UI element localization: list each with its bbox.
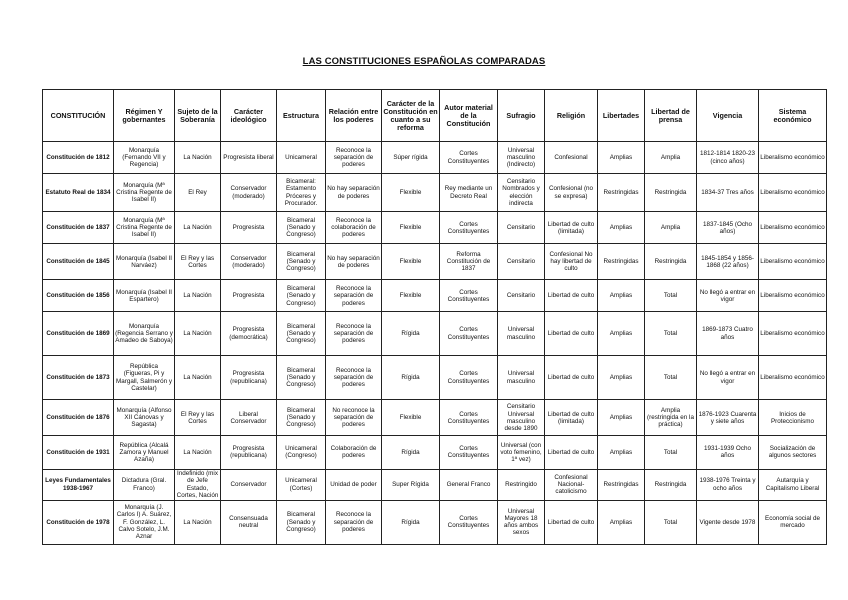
table-cell: Censitario — [498, 280, 545, 312]
table-cell: Monarquía (J. Carlos I) A. Suárez, F. González, L. Calvo Sotelo, J.M. Aznar — [114, 500, 175, 545]
table-cell: El Rey y las Cortes — [175, 400, 221, 436]
table-cell: General Franco — [440, 469, 498, 500]
table-cell: Amplias — [598, 280, 645, 312]
table-cell: República (Figueras, Pi y Margall, Salmerón y Castelar) — [114, 355, 175, 399]
constitutions-table — [42, 89, 827, 545]
table-cell: Progresista (republicana) — [221, 436, 277, 469]
table-cell: El Rey y las Cortes — [175, 244, 221, 280]
table-cell: Liberalismo económico — [759, 174, 827, 212]
table-cell: Confesional No hay libertad de culto — [545, 244, 598, 280]
table-cell: Rígida — [382, 355, 440, 399]
table-cell: Cortes Constituyentes — [440, 500, 498, 545]
table-cell: Total — [645, 436, 697, 469]
table-row — [43, 142, 827, 174]
table-cell: Constitución de 1873 — [43, 355, 114, 399]
table-cell: Liberalismo económico — [759, 312, 827, 355]
table-cell: La Nación — [175, 312, 221, 355]
table-cell: 1938-1976 Treinta y ocho años — [697, 469, 759, 500]
column-header: Sistema económico — [759, 90, 827, 142]
table-cell: Restringidas — [598, 469, 645, 500]
table-cell: Constitución de 1869 — [43, 312, 114, 355]
table-cell: Colaboración de poderes — [326, 436, 382, 469]
table-cell: Monarquía (Regencia Serrano y Amadeo de Saboya) — [114, 312, 175, 355]
table-cell: 1869-1873 Cuatro años — [697, 312, 759, 355]
table-cell: Dictadura (Gral. Franco) — [114, 469, 175, 500]
table-cell: Conservador (moderado) — [221, 174, 277, 212]
table-cell: Bicameral (Senado y Congreso) — [277, 355, 326, 399]
table-cell: Bicameral (Senado y Congreso) — [277, 244, 326, 280]
table-cell: La Nación — [175, 355, 221, 399]
table-cell: 1812-1814 1820-23 (cinco años) — [697, 142, 759, 174]
table-cell: Cortes Constituyentes — [440, 436, 498, 469]
table-cell: No reconoce la separación de poderes — [326, 400, 382, 436]
table-cell: Restringida — [645, 244, 697, 280]
column-header: Libertad de prensa — [645, 90, 697, 142]
table-cell: Bicameral (Senado y Congreso) — [277, 212, 326, 244]
table-cell: Amplias — [598, 355, 645, 399]
table-cell: Cortes Constituyentes — [440, 355, 498, 399]
table-cell: Constitución de 1837 — [43, 212, 114, 244]
table-cell: Censitario Nombrados y elección indirecta — [498, 174, 545, 212]
table-cell: La Nación — [175, 500, 221, 545]
table-cell: Amplias — [598, 500, 645, 545]
table-cell: Censitario — [498, 212, 545, 244]
table-cell: Constitución de 1978 — [43, 500, 114, 545]
column-header: Estructura — [277, 90, 326, 142]
table-cell: Reforma Constitución de 1837 — [440, 244, 498, 280]
table-cell: Progresista (democrática) — [221, 312, 277, 355]
table-cell: La Nación — [175, 142, 221, 174]
table-cell: Liberalismo económico — [759, 244, 827, 280]
table-cell: Censitario — [498, 244, 545, 280]
table-cell: Cortes Constituyentes — [440, 212, 498, 244]
table-cell: Monarquía (Fernando VII y Regencia) — [114, 142, 175, 174]
table-cell: Rígida — [382, 500, 440, 545]
table-cell: No hay separación de poderes — [326, 174, 382, 212]
table-row — [43, 355, 827, 399]
table-cell: Constitución de 1812 — [43, 142, 114, 174]
table-cell: Estatuto Real de 1834 — [43, 174, 114, 212]
table-cell: Total — [645, 280, 697, 312]
table-cell: Libertad de culto — [545, 436, 598, 469]
table-cell: Libertad de culto — [545, 500, 598, 545]
table-cell: Vigente desde 1978 — [697, 500, 759, 545]
table-cell: República (Alcalá Zamora y Manuel Azaña) — [114, 436, 175, 469]
table-cell: Reconoce la separación de poderes — [326, 355, 382, 399]
table-cell: Flexible — [382, 212, 440, 244]
table-cell: Confesional (no se expresa) — [545, 174, 598, 212]
table-cell: Universal masculino (Indirecto) — [498, 142, 545, 174]
column-header: Carácter ideológico — [221, 90, 277, 142]
table-cell: 1837-1845 (Ocho años) — [697, 212, 759, 244]
table-row — [43, 212, 827, 244]
table-row — [43, 500, 827, 545]
table-cell: No llegó a entrar en vigor — [697, 280, 759, 312]
table-cell: Bicameral (Senado y Congreso) — [277, 312, 326, 355]
table-cell: Cortes Constituyentes — [440, 312, 498, 355]
table-cell: Bicameral (Senado y Congreso) — [277, 280, 326, 312]
table-cell: Liberal Conservador — [221, 400, 277, 436]
table-cell: Progresista — [221, 280, 277, 312]
table-cell: Inicios de Proteccionismo — [759, 400, 827, 436]
table-cell: Flexible — [382, 400, 440, 436]
column-header: Régimen Y gobernantes — [114, 90, 175, 142]
table-cell: Constitución de 1845 — [43, 244, 114, 280]
table-cell: Universal masculino — [498, 312, 545, 355]
table-header-row — [43, 90, 827, 142]
table-cell: 1876-1923 Cuarenta y siete años — [697, 400, 759, 436]
table-cell: Unidad de poder — [326, 469, 382, 500]
table-cell: Libertad de culto — [545, 280, 598, 312]
table-cell: Monarquía (Isabel II Narváez) — [114, 244, 175, 280]
table-cell: Constitución de 1856 — [43, 280, 114, 312]
table-cell: Unicameral (Congreso) — [277, 436, 326, 469]
table-cell: 1845-1854 y 1856-1868 (22 años) — [697, 244, 759, 280]
table-cell: El Rey — [175, 174, 221, 212]
table-cell: Rígida — [382, 436, 440, 469]
table-cell: Cortes Constituyentes — [440, 142, 498, 174]
column-header: Libertades — [598, 90, 645, 142]
table-cell: Constitución de 1931 — [43, 436, 114, 469]
table-cell: Progresista (republicana) — [221, 355, 277, 399]
table-cell: Super Rígida — [382, 469, 440, 500]
table-cell: Monarquía (Mª Cristina Regente de Isabel II) — [114, 174, 175, 212]
table-cell: Progresista — [221, 212, 277, 244]
table-cell: Liberalismo económico — [759, 355, 827, 399]
table-cell: Amplias — [598, 142, 645, 174]
table-cell: Amplias — [598, 312, 645, 355]
table-cell: Flexible — [382, 280, 440, 312]
column-header: Religión — [545, 90, 598, 142]
table-cell: Monarquía (Isabel II Espartero) — [114, 280, 175, 312]
page-title: LAS CONSTITUCIONES ESPAÑOLAS COMPARADAS — [302, 56, 546, 67]
table-cell: Liberalismo económico — [759, 212, 827, 244]
column-header: Carácter de la Constitución en cuanto a su reforma — [382, 90, 440, 142]
table-row — [43, 244, 827, 280]
column-header: Autor material de la Constitución — [440, 90, 498, 142]
table-cell: Total — [645, 500, 697, 545]
table-cell: Flexible — [382, 174, 440, 212]
table-cell: Cortes Constituyentes — [440, 400, 498, 436]
table-cell: Súper rígida — [382, 142, 440, 174]
table-cell: Libertad de culto (limitada) — [545, 400, 598, 436]
table-cell: Confesional — [545, 142, 598, 174]
table-cell: Restringidas — [598, 244, 645, 280]
table-cell: 1931-1939 Ocho años — [697, 436, 759, 469]
table-cell: No llegó a entrar en vigor — [697, 355, 759, 399]
table-cell: La Nación — [175, 436, 221, 469]
column-header: Sujeto de la Soberanía — [175, 90, 221, 142]
table-cell: Unicameral (Cortes) — [277, 469, 326, 500]
table-row — [43, 312, 827, 355]
table-cell: Amplias — [598, 400, 645, 436]
table-cell: Restringido — [498, 469, 545, 500]
table-cell: Universal Mayores 18 años ambos sexos — [498, 500, 545, 545]
table-cell: Amplias — [598, 212, 645, 244]
table-cell: Bicameral: Estamento Próceres y Procurador. — [277, 174, 326, 212]
table-row — [43, 280, 827, 312]
table-row — [43, 469, 827, 500]
table-cell: Reconoce la colaboración de poderes — [326, 212, 382, 244]
table-cell: Restringida — [645, 469, 697, 500]
table-cell: Restringidas — [598, 174, 645, 212]
table-cell: Cortes Constituyentes — [440, 280, 498, 312]
table-cell: Constitución de 1876 — [43, 400, 114, 436]
table-cell: Universal (con voto femenino, 1ª vez) — [498, 436, 545, 469]
table-row — [43, 436, 827, 469]
table-cell: Amplia (restringida en la práctica) — [645, 400, 697, 436]
column-header: Relación entre los poderes — [326, 90, 382, 142]
table-cell: Progresista liberal — [221, 142, 277, 174]
table-cell: Universal masculino — [498, 355, 545, 399]
table-row — [43, 174, 827, 212]
column-header: CONSTITUCIÓN — [43, 90, 114, 142]
table-cell: La Nación — [175, 280, 221, 312]
table-cell: Rígida — [382, 312, 440, 355]
table-cell: Censitario Universal masculino desde 1890 — [498, 400, 545, 436]
table-cell: Monarquía (Alfonso XII Cánovas y Sagasta) — [114, 400, 175, 436]
table-cell: Libertad de culto (limitada) — [545, 212, 598, 244]
table-body — [43, 142, 827, 545]
table-cell: Amplias — [598, 436, 645, 469]
table-cell: Bicameral (Senado y Congreso) — [277, 400, 326, 436]
table-cell: Reconoce la separación de poderes — [326, 142, 382, 174]
table-cell: Amplia — [645, 142, 697, 174]
table-cell: No hay separación de poderes — [326, 244, 382, 280]
table-cell: Consensuada neutral — [221, 500, 277, 545]
table-cell: Leyes Fundamentales 1938-1967 — [43, 469, 114, 500]
table-cell: Libertad de culto — [545, 355, 598, 399]
table-cell: Amplia — [645, 212, 697, 244]
table-cell: Reconoce la separación de poderes — [326, 312, 382, 355]
column-header: Sufragio — [498, 90, 545, 142]
table-cell: Reconoce la separación de poderes — [326, 500, 382, 545]
table-cell: Reconoce la separación de poderes — [326, 280, 382, 312]
table-cell: Economía social de mercado — [759, 500, 827, 545]
table-cell: Socialización de algunos sectores — [759, 436, 827, 469]
table-cell: Liberalismo económico — [759, 142, 827, 174]
table-cell: Flexible — [382, 244, 440, 280]
table-row — [43, 400, 827, 436]
table-cell: Restringida — [645, 174, 697, 212]
column-header: Vigencia — [697, 90, 759, 142]
table-cell: Liberalismo económico — [759, 280, 827, 312]
table-cell: Conservador — [221, 469, 277, 500]
table-cell: Autarquía y Capitalismo Liberal — [759, 469, 827, 500]
table-cell: Rey mediante un Decreto Real — [440, 174, 498, 212]
table-cell: Monarquía (Mª Cristina Regente de Isabel II) — [114, 212, 175, 244]
table-cell: Total — [645, 312, 697, 355]
table-cell: Total — [645, 355, 697, 399]
table-cell: Conservador (moderado) — [221, 244, 277, 280]
table-cell: La Nación — [175, 212, 221, 244]
table-cell: Bicameral (Senado y Congreso) — [277, 500, 326, 545]
table-cell: Unicameral — [277, 142, 326, 174]
table-cell: 1834-37 Tres años — [697, 174, 759, 212]
table-cell: Libertad de culto — [545, 312, 598, 355]
table-cell: Indefinido (mix de Jefe Estado, Cortes, Nación — [175, 469, 221, 500]
table-cell: Confesional Nacional-catolicismo — [545, 469, 598, 500]
